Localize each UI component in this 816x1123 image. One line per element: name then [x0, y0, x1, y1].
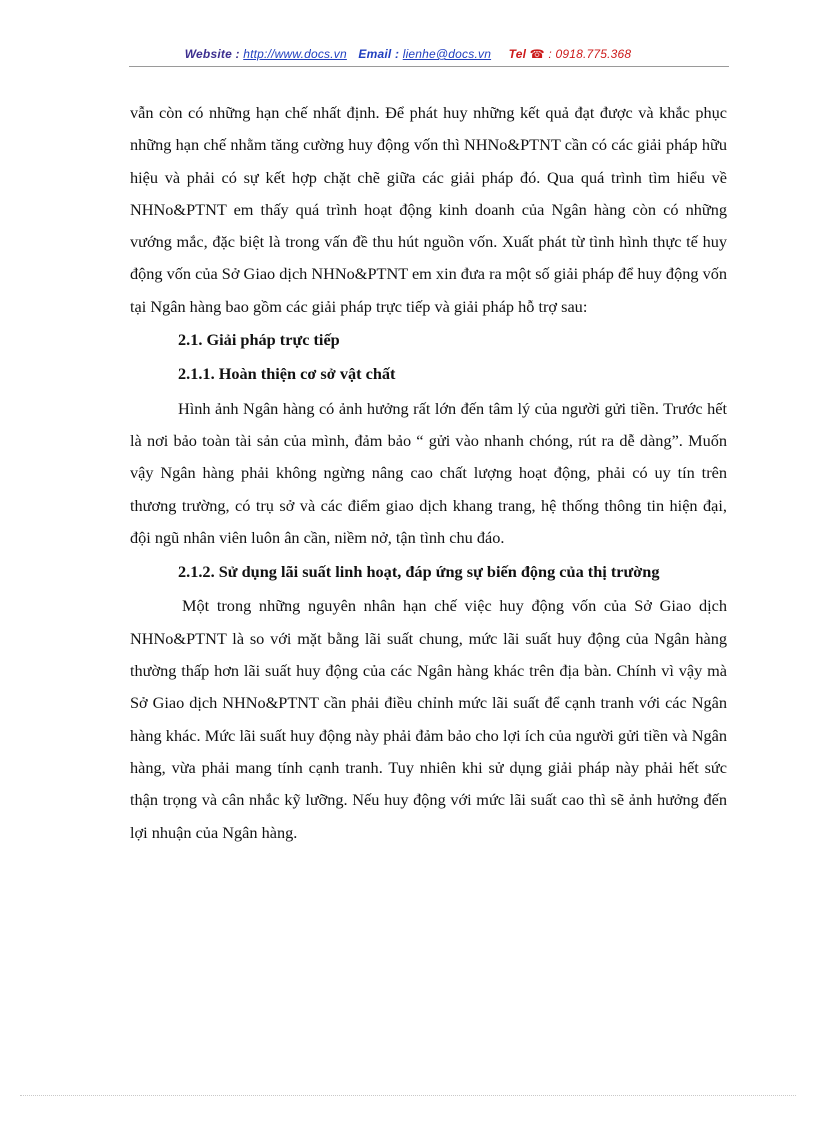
header-divider [129, 66, 729, 67]
paragraph-2-1-2: Một trong những nguyên nhân hạn chế việc huy động vốn của Sở Giao dịch NHNo&PTNT là so với mặt bằng lãi suất chung, mức lãi suất huy động của Ngân hàng thường thấp hơn lãi suất huy động của các Ngân hàng khác trên địa bàn. Chính vì vậy mà Sở Giao dịch NHNo&PTNT cần phải điều chỉnh mức lãi suất để cạnh tranh với các Ngân hàng khác. Mức lãi suất huy động này phải đảm bảo cho lợi ích của người gửi tiền và Ngân hàng, vừa phải mang tính cạnh tranh. Tuy nhiên khi sử dụng giải pháp này phải hết sức thận trọng và cân nhắc kỹ lưỡng. Nếu huy động với mức lãi suất cao thì sẽ ảnh hưởng đến lợi nhuận của Ngân hàng. [130, 596, 727, 842]
email-label: Email [358, 47, 392, 61]
page-header [0, 47, 816, 61]
document-body [130, 97, 727, 849]
intro-paragraph: vẫn còn có những hạn chế nhất định. Để phát huy những kết quả đạt được và khắc phục những hạn chế nhằm tăng cường huy động vốn thì NHNo&PTNT cần có các giải pháp hữu hiệu và phải có sự kết hợp chặt chẽ giữa các giải pháp đó. Qua quá trình tìm hiểu về NHNo&PTNT em thấy quá trình hoạt động kinh doanh của Ngân hàng còn có những vướng mắc, đặc biệt là trong vấn đề thu hút nguồn vốn. Xuất phát từ tình hình thực tế huy động vốn của Sở Giao dịch NHNo&PTNT em xin đưa ra một số giải pháp để huy động vốn tại Ngân hàng bao gồm các giải pháp trực tiếp và giải pháp hỗ trợ sau: [130, 103, 727, 316]
phone-icon: ☎ [529, 47, 545, 61]
footer-divider [20, 1095, 796, 1096]
email-link[interactable]: lienhe@docs.vn [402, 47, 492, 61]
section-heading-2-1-2: 2.1.2. Sử dụng lãi suất linh hoạt, đáp ứng sự biến động của thị trường [178, 562, 660, 582]
section-heading-2-1: 2.1. Giải pháp trực tiếp [178, 330, 340, 350]
website-separator: : [231, 47, 244, 61]
email-separator: : [391, 47, 403, 61]
website-label: Website [184, 47, 232, 61]
tel-label: Tel [508, 47, 527, 61]
section-heading-2-1-1: 2.1.1. Hoàn thiện cơ sở vật chất [178, 364, 396, 384]
website-link[interactable]: http://www.docs.vn [243, 47, 347, 61]
paragraph-2-1-1: Hình ảnh Ngân hàng có ảnh hưởng rất lớn đến tâm lý của người gửi tiền. Trước hết là nơi bảo toàn tài sản của mình, đảm bảo “ gửi vào nhanh chóng, rút ra dễ dàng”. Muốn vậy Ngân hàng phải không ngừng nâng cao chất lượng hoạt động, phải có uy tín trên thương trường, có trụ sở và các điểm giao dịch khang trang, hệ thống thông tin hiện đại, đội ngũ nhân viên luôn ân cần, niềm nở, tận tình chu đáo. [130, 398, 727, 547]
phone-number: : 0918.775.368 [548, 47, 632, 61]
